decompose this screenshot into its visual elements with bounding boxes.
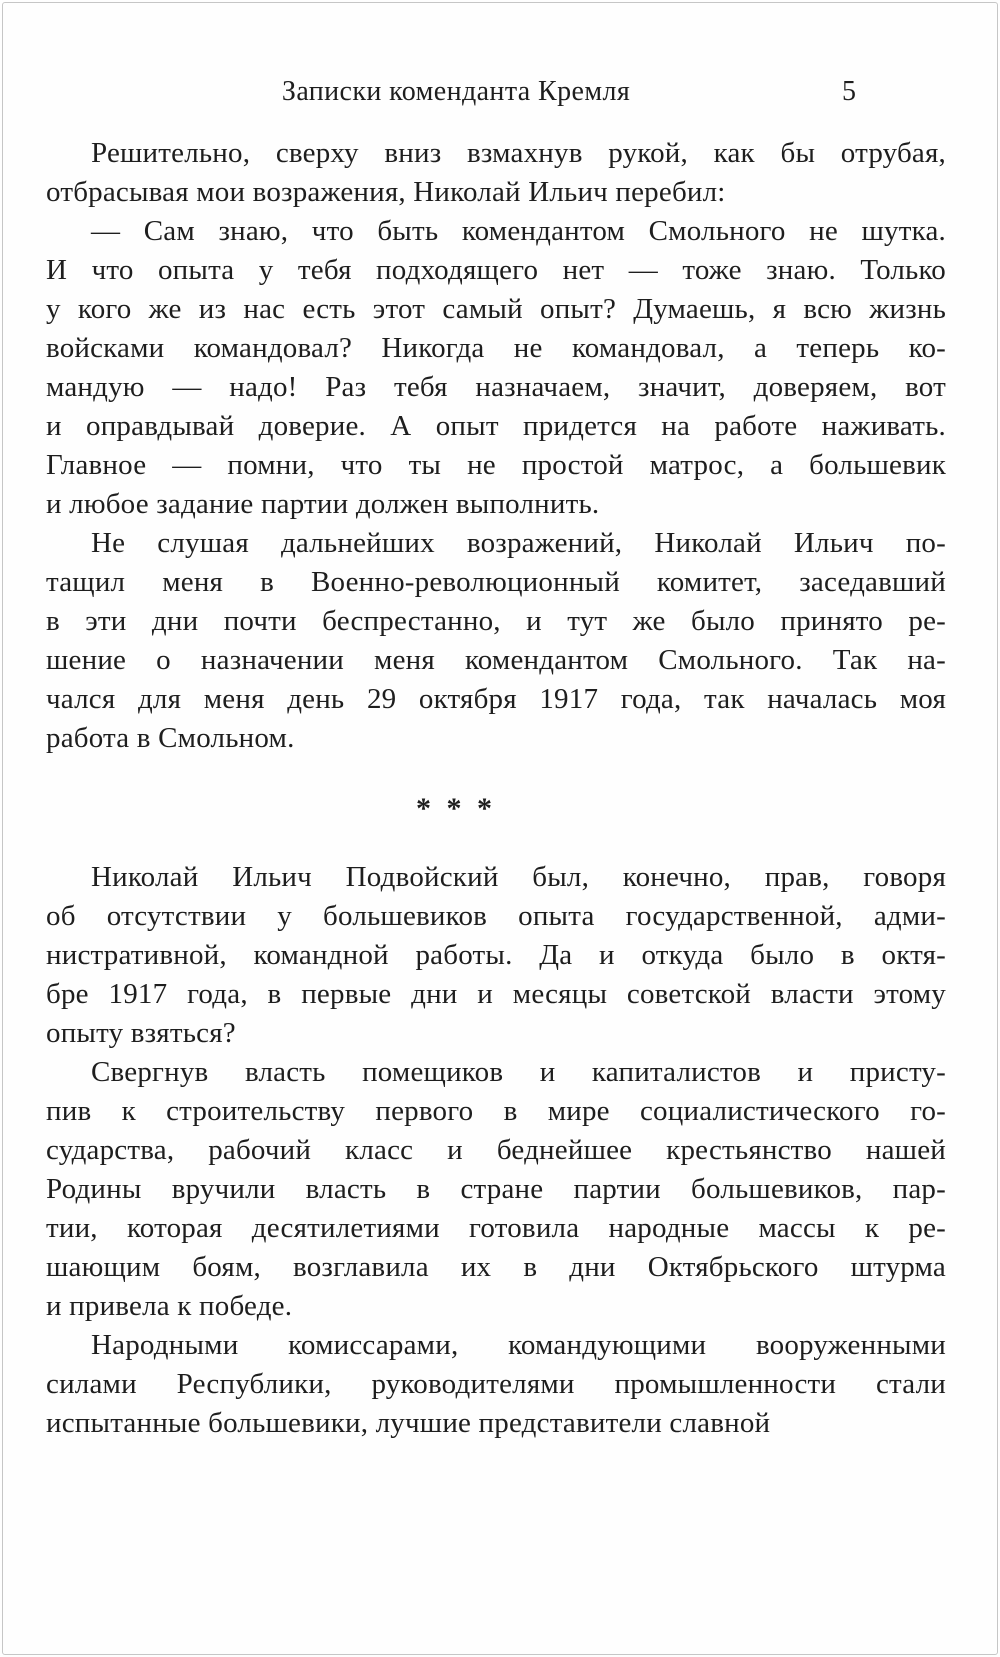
- paragraph: [46, 212, 946, 524]
- text-line: в эти дни почти беспрестанно, и тут же было принято ре-: [46, 605, 946, 637]
- text-line: пив к строительству первого в мире социалистического го-: [46, 1095, 946, 1127]
- paragraph: [46, 524, 946, 758]
- text-line: и оправдывай доверие. А опыт придется на работе наживать.: [46, 410, 946, 442]
- paragraph: [46, 134, 946, 212]
- text-line: опыту взяться?: [46, 1017, 236, 1049]
- text-line: — Сам знаю, что быть комендантом Смольного не шутка.: [91, 215, 946, 247]
- section-separator: * * *: [416, 791, 496, 825]
- text-line: Родины вручили власть в стране партии большевиков, пар-: [46, 1173, 946, 1205]
- text-line: тии, которая десятилетиями готовила народные массы к ре-: [46, 1212, 946, 1244]
- text-line: и любое задание партии должен выполнить.: [46, 488, 600, 520]
- text-line: шение о назначении меня комендантом Смольного. Так на-: [46, 644, 946, 676]
- text-line: тащил меня в Военно-революционный комитет, заседавший: [46, 566, 946, 598]
- paragraph: [46, 858, 946, 1053]
- text-line: сударства, рабочий класс и беднейшее крестьянство нашей: [46, 1134, 946, 1166]
- text-line: и привела к победе.: [46, 1290, 293, 1322]
- text-line: Не слушая дальнейших возражений, Николай Ильич по-: [91, 527, 946, 559]
- text-line: мандую — надо! Раз тебя назначаем, значит, доверяем, вот: [46, 371, 946, 403]
- paragraph: [46, 1326, 946, 1443]
- text-block: [46, 134, 946, 1443]
- text-line: Народными комиссарами, командующими вооруженными: [91, 1329, 946, 1361]
- text-line: чался для меня день 29 октября 1917 года, так началась моя: [46, 683, 946, 715]
- text-line: войсками командовал? Никогда не командовал, а теперь ко-: [46, 332, 946, 364]
- text-line: нистративной, командной работы. Да и откуда было в октя-: [46, 939, 946, 971]
- header: [46, 76, 946, 118]
- text-line: Главное — помни, что ты не простой матрос, а большевик: [46, 449, 946, 481]
- text-line: бре 1917 года, в первые дни и месяцы советской власти этому: [46, 978, 946, 1010]
- text-line: у кого же из нас есть этот самый опыт? Думаешь, я всю жизнь: [46, 293, 946, 325]
- text-line: Решительно, сверху вниз взмахнув рукой, как бы отрубая,: [91, 137, 946, 169]
- paragraph: [46, 1053, 946, 1326]
- text-line: И что опыта у тебя подходящего нет — тоже знаю. Только: [46, 254, 946, 286]
- text-line: отбрасывая мои возражения, Николай Ильич перебил:: [46, 176, 726, 208]
- text-line: испытанные большевики, лучшие представители славной: [46, 1407, 771, 1439]
- text-line: силами Республики, руководителями промышленности стали: [46, 1368, 946, 1400]
- page-title: Записки коменданта Кремля: [281, 76, 631, 107]
- text-line: об отсутствии у большевиков опыта государственной, адми-: [46, 900, 946, 932]
- text-line: шающим боям, возглавила их в дни Октябрьского штурма: [46, 1251, 946, 1283]
- page-number: 5: [842, 76, 856, 107]
- text-line: Свергнув власть помещиков и капиталистов и присту-: [91, 1056, 946, 1088]
- text-line: работа в Смольном.: [46, 722, 295, 754]
- text-line: Николай Ильич Подвойский был, конечно, прав, говоря: [91, 861, 946, 893]
